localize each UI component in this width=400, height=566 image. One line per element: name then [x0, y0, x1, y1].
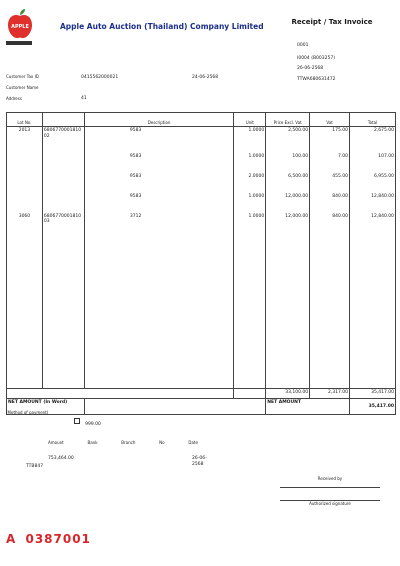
doc-field-value: 0001: [297, 43, 309, 48]
serial-number: [6, 532, 91, 546]
price-cell: 6,500.00: [266, 173, 310, 193]
col-vat: Vat: [310, 113, 350, 127]
doc-field-value: I0004 (B003257): [297, 56, 335, 61]
price-cell: 100.00: [266, 153, 310, 173]
subtotal-total: 35,417.00: [350, 389, 396, 399]
desc-cell: 3712: [84, 213, 233, 389]
pay-col: Date: [188, 440, 198, 445]
lot-cell: 2013: [7, 127, 43, 153]
net-label: NET AMOUNT (In Word): [7, 399, 85, 415]
unit-cell: 1.0000: [234, 213, 266, 389]
customer-date: 24-06-2568: [192, 75, 219, 80]
unit-cell: 1.0000: [234, 127, 266, 153]
table-header: [7, 113, 396, 127]
desc-cell: 9583: [84, 127, 233, 153]
total-cell: 2,675.00: [350, 127, 396, 153]
table-row: [7, 193, 396, 213]
subtotal-price: 33,100.00: [266, 389, 310, 399]
signature-line: [280, 500, 380, 501]
customer-address: 41: [81, 96, 87, 101]
vat-cell: 455.00: [310, 173, 350, 193]
received-by-label: Received by: [317, 476, 343, 481]
lot-cell: [7, 173, 43, 193]
customer-address-label: Address: [6, 96, 22, 101]
lot-cell: [7, 193, 43, 213]
subtotal-label: [7, 389, 234, 399]
customer-taxid-label: Customer Tax ID: [6, 74, 39, 79]
vat-cell: 175.00: [310, 127, 350, 153]
payment-method-label: (Method of payment): [6, 410, 49, 415]
vat-cell: 840.00: [310, 193, 350, 213]
col-code: [42, 113, 84, 127]
subtotal-unit-blank: [234, 389, 266, 399]
authorized-signature: [270, 496, 390, 516]
apple-logo: [6, 8, 34, 40]
company-name-en: Apple Auto Auction (Thailand) Company Limited: [60, 22, 264, 31]
col-unit: Unit: [234, 113, 266, 127]
desc-cell: 9583: [84, 153, 233, 173]
price-cell: 12,000.00: [266, 213, 310, 389]
items-table: [6, 112, 396, 415]
doc-field-value: 26-06-2568: [297, 66, 324, 71]
table-row: [7, 173, 396, 193]
code-cell: [42, 173, 84, 193]
tax-badge: [6, 41, 32, 45]
total-cell: 6,955.00: [350, 173, 396, 193]
table-row: [7, 127, 396, 153]
doc-field-label: [265, 36, 396, 43]
payment-ref: TTB847: [26, 464, 44, 469]
subtotal-row: [7, 389, 396, 399]
vat-cell: 840.00: [310, 213, 350, 389]
doc-title-en: Receipt / Tax Invoice: [291, 18, 373, 26]
unit-cell: 1.0000: [234, 153, 266, 173]
net-amount: 35,417.00: [350, 399, 396, 415]
code-cell: 6806770001810 02: [42, 127, 84, 153]
doc-fields: [265, 36, 396, 101]
received-signature: [270, 470, 390, 494]
table-row: [7, 153, 396, 173]
unit-cell: 2.0000: [234, 173, 266, 193]
payment-columns: [48, 440, 198, 445]
payment-section: [6, 410, 216, 469]
total-cell: 12,840.00: [350, 213, 396, 389]
lot-cell: 3060: [7, 213, 43, 389]
unit-cell: 1.0000: [234, 193, 266, 213]
code-cell: [42, 153, 84, 173]
pay-col: Branch: [121, 440, 136, 445]
authorized-label: Authorized signature: [309, 501, 351, 506]
col-total: Total: [350, 113, 396, 127]
desc-cell: 9583: [84, 173, 233, 193]
code-cell: [42, 193, 84, 213]
vat-cell: 7.00: [310, 153, 350, 173]
subtotal-vat: 2,317.00: [310, 389, 350, 399]
col-price: Price Excl. Vat: [266, 113, 310, 127]
total-cell: 12,840.00: [350, 193, 396, 213]
svg-text:APPLE: APPLE: [11, 24, 29, 30]
customer-block: [6, 74, 262, 108]
checkbox[interactable]: [74, 418, 80, 424]
pay-col: Bank: [87, 440, 98, 445]
pay-col: Amount: [48, 440, 64, 445]
customer-taxid: 0415562000021: [81, 75, 119, 80]
code-cell: 6806770001810 03: [42, 213, 84, 389]
lot-cell: [7, 153, 43, 173]
cheque-box: [74, 410, 101, 429]
cheque-amount: 999.00: [85, 422, 101, 427]
serial-value: 0387001: [25, 532, 91, 546]
table-row: [7, 213, 396, 389]
customer-name-label: Customer Name: [6, 85, 39, 90]
signature-line: [280, 487, 380, 488]
total-cell: 107.00: [350, 153, 396, 173]
price-cell: 2,500.00: [266, 127, 310, 153]
doc-field-value: TTWA680631472: [297, 77, 336, 82]
desc-cell: 9583: [84, 193, 233, 213]
col-lot: Lot No.: [7, 113, 43, 127]
received-amount: 753,464.00: [48, 456, 74, 461]
serial-prefix: A: [6, 532, 17, 546]
pay-col: No: [159, 440, 165, 445]
net-amount-label: NET AMOUNT: [266, 399, 350, 415]
col-description: Description: [84, 113, 233, 127]
price-cell: 12,000.00: [266, 193, 310, 213]
payment-date: 26-06-2568: [192, 456, 207, 467]
